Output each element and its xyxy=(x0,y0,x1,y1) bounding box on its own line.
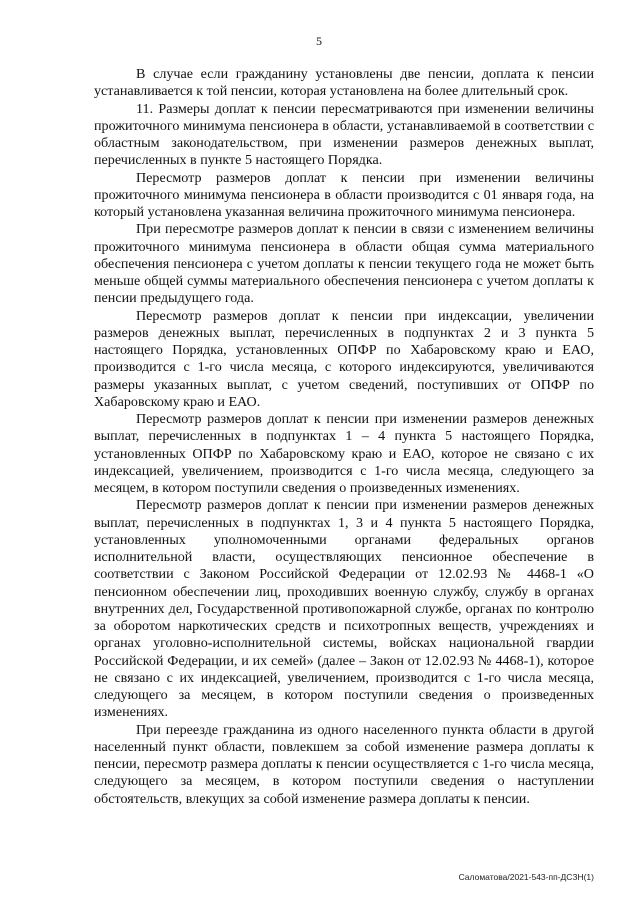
document-footer-code: Саломатова/2021-543-пп-ДСЗН(1) xyxy=(458,872,594,882)
page-number: 5 xyxy=(316,34,322,48)
paragraph-opfr-changes: Пересмотр размеров доплат к пенсии при изменении размеров денежных выплат, перечисленных в подпунктах 1 – 4 пункта 5 настоящего Порядка, установленных ОПФР по Хабаровскому краю и ЕАО, которое не связано с их индексацией, увеличением, производится с 1-го числа месяца, следующего за месяцем, в котором поступили сведения о произведенных изменениях. xyxy=(94,411,594,496)
paragraph-indexation: Пересмотр размеров доплат к пенсии при индексации, увеличении размеров денежных выплат, перечисленных в подпунктах 2 и 3 пункта 5 настоящего Порядка, установленных ОПФР по Хабаровскому краю и ЕАО, производится с 1-го числа месяца, с которого индексируются, увеличиваются размеры указанных выплат, с учетом сведений, поступивших от ОПФР по Хабаровскому краю и ЕАО. xyxy=(94,307,594,410)
paragraph-relocation: При переезде гражданина из одного населенного пункта области в другой населенный пункт области, повлекшем за собой изменение размера доплаты к пенсии, пересмотр размера доплаты к пенсии осуществляется с 1-го числа месяца, следующего за месяцем, в котором поступили сведения о наступлении обстоятельств, влекущих за собой изменение размера доплаты к пенсии. xyxy=(94,721,594,807)
paragraph-total-sum: При пересмотре размеров доплат к пенсии в связи с изменением величины прожиточного минимума пенсионера в области общая сумма материального обеспечения пенсионера с учетом доплаты к пенсии текущего года не может быть меньше общей суммы материального обеспечения пенсионера с учетом доплаты к пенсии предыдущего года. xyxy=(94,221,594,307)
document-body xyxy=(94,66,594,808)
paragraph-11-revision: 11. Размеры доплат к пенсии пересматриваются при изменении величины прожиточного минимума пенсионера в области, устанавливаемой в соответствии с областным законодательством, при изменении размеров денежных выплат, перечисленных в пункте 5 настоящего Порядка. xyxy=(94,100,594,169)
paragraph-federal-changes: Пересмотр размеров доплат к пенсии при изменении размеров денежных выплат, перечисленных в подпунктах 1, 3 и 4 пункта 5 настоящего Порядка, установленных уполномоченными органами федеральных органов исполнительной власти, осуществляющих пенсионное обеспечение в соответствии с Законом Российской Федерации от 12.02.93 № 4468-1 «О пенсионном обеспечении лиц, проходивших военную службу, службу в органах внутренних дел, Государственной противопожарной службе, органах по контролю за оборотом наркотических средств и психотропных веществ, учреждениях и органах уголовно-исполнительной системы, войсках национальной гвардии Российской Федерации, и их семей» (далее – Закон от 12.02.93 № 4468-1), которое не связано с их индексацией, увеличением, производится с 1-го числа месяца, следующего за месяцем, в котором поступили сведения о произведенных изменениях. xyxy=(94,497,594,721)
paragraph-january-revision: Пересмотр размеров доплат к пенсии при изменении величины прожиточного минимума пенсионера в области производится с 01 января года, на который установлена указанная величина прожиточного минимума пенсионера. xyxy=(94,169,594,220)
paragraph-two-pensions: В случае если гражданину установлены две пенсии, доплата к пенсии устанавливается к той пенсии, которая установлена на более длительный срок. xyxy=(94,66,594,100)
